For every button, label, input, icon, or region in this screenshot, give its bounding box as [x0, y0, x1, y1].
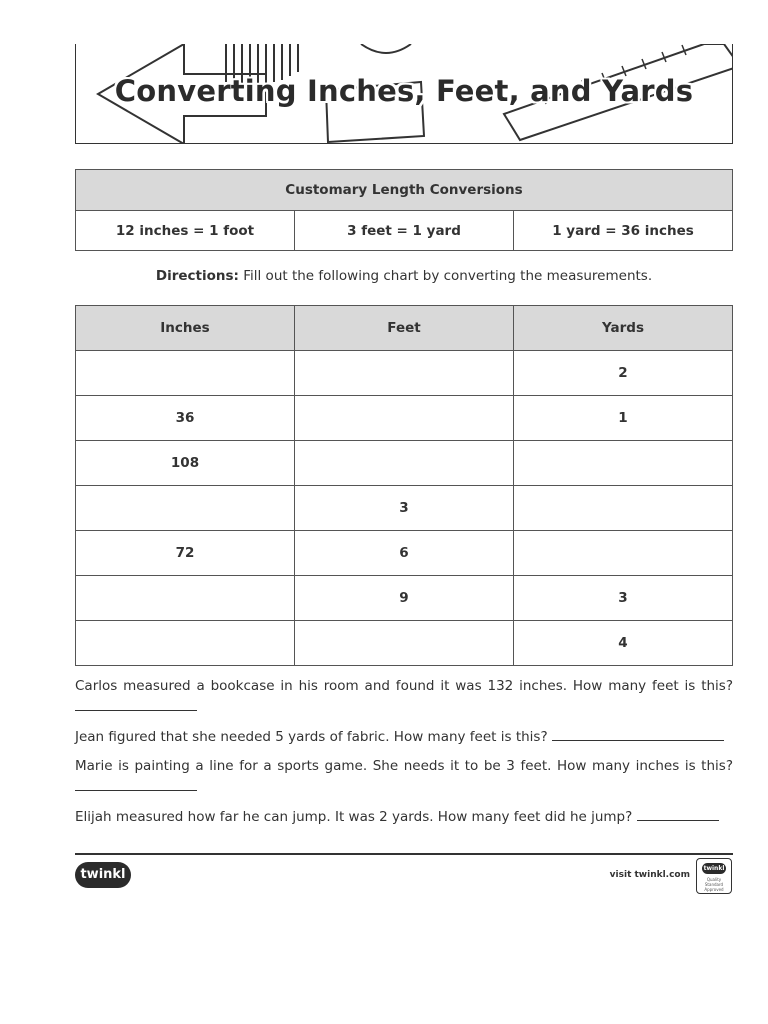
- table-cell[interactable]: 1: [514, 396, 733, 441]
- table-row: [76, 531, 733, 576]
- answer-blank[interactable]: [75, 696, 197, 711]
- chart-header-row: [76, 306, 733, 351]
- table-cell[interactable]: [295, 441, 514, 486]
- question-text: Carlos measured a bookcase in his room and found it was 132 inches. How many feet is this?: [75, 678, 733, 694]
- column-header-yards: Yards: [514, 306, 733, 351]
- table-cell[interactable]: 4: [514, 621, 733, 666]
- table-row: [76, 486, 733, 531]
- question-4: [75, 806, 733, 827]
- table-cell[interactable]: [514, 486, 733, 531]
- table-row: [76, 441, 733, 486]
- footer-divider: [75, 853, 733, 855]
- title-banner: [75, 44, 733, 144]
- question-text: Jean figured that she needed 5 yards of fabric. How many feet is this?: [75, 729, 548, 745]
- table-cell[interactable]: 2: [514, 351, 733, 396]
- table-cell[interactable]: [514, 441, 733, 486]
- table-cell[interactable]: 36: [76, 396, 295, 441]
- badge-logo: twinkl: [703, 865, 725, 872]
- table-cell[interactable]: 108: [76, 441, 295, 486]
- table-cell[interactable]: [76, 351, 295, 396]
- table-row: [76, 576, 733, 621]
- column-header-inches: Inches: [76, 306, 295, 351]
- question-3: [75, 756, 733, 797]
- table-cell[interactable]: 6: [295, 531, 514, 576]
- question-1: [75, 676, 733, 717]
- twinkl-logo[interactable]: twinkl: [75, 862, 131, 888]
- conversion-reference-table: [75, 169, 733, 251]
- directions-label: Directions:: [155, 268, 239, 284]
- question-2: [75, 726, 733, 747]
- page-title: Converting Inches, Feet, and Yards: [114, 74, 694, 108]
- table-cell[interactable]: 3: [514, 576, 733, 621]
- arc-shape: [361, 44, 411, 53]
- column-header-feet: Feet: [295, 306, 514, 351]
- answer-blank[interactable]: [637, 806, 719, 821]
- reference-item: 1 yard = 36 inches: [514, 211, 733, 251]
- table-cell[interactable]: [514, 531, 733, 576]
- table-cell[interactable]: [295, 396, 514, 441]
- reference-item: 12 inches = 1 foot: [76, 211, 295, 251]
- reference-item: 3 feet = 1 yard: [295, 211, 514, 251]
- table-row: [76, 396, 733, 441]
- answer-blank[interactable]: [75, 776, 197, 791]
- quality-badge-icon: [696, 858, 732, 894]
- table-cell[interactable]: [76, 486, 295, 531]
- table-cell[interactable]: [295, 621, 514, 666]
- table-row: [76, 621, 733, 666]
- conversion-chart: [75, 305, 733, 666]
- table-row: [76, 351, 733, 396]
- table-cell[interactable]: 72: [76, 531, 295, 576]
- question-text: Elijah measured how far he can jump. It was 2 yards. How many feet did he jump?: [75, 809, 633, 825]
- table-cell[interactable]: [76, 576, 295, 621]
- reference-header: Customary Length Conversions: [76, 170, 733, 211]
- table-cell[interactable]: [295, 351, 514, 396]
- answer-blank[interactable]: [552, 726, 724, 741]
- visit-link[interactable]: visit twinkl.com: [609, 870, 690, 880]
- table-cell[interactable]: 3: [295, 486, 514, 531]
- directions-text: Fill out the following chart by converting the measurements.: [238, 268, 653, 284]
- badge-caption: Quality Standard Approved: [704, 877, 724, 892]
- question-text: Marie is painting a line for a sports game. She needs it to be 3 feet. How many inches is this?: [75, 758, 733, 774]
- table-cell[interactable]: 9: [295, 576, 514, 621]
- directions: [0, 268, 768, 284]
- table-cell[interactable]: [76, 621, 295, 666]
- word-problems: [75, 676, 733, 836]
